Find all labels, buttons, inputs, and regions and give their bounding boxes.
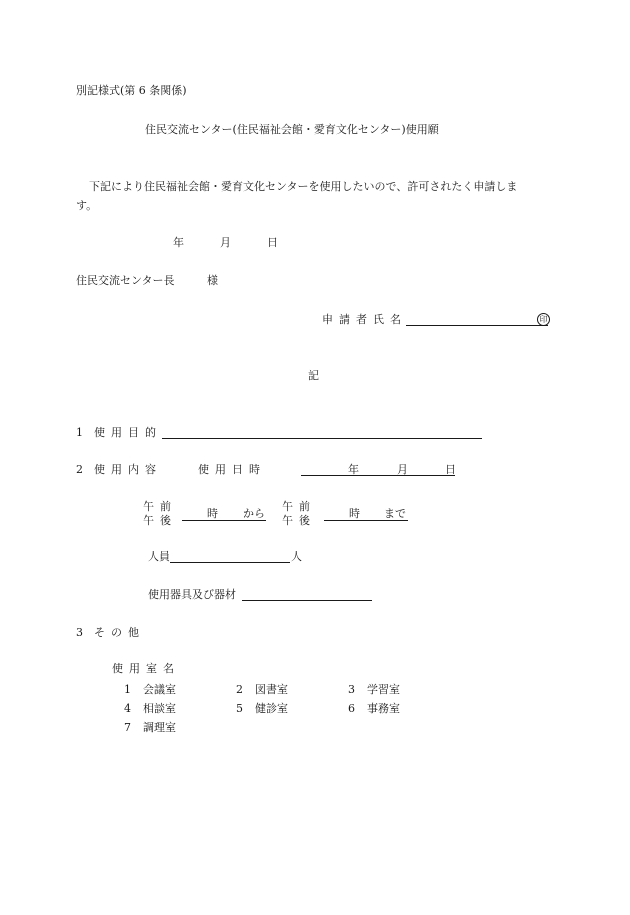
- end-hour: 時: [349, 507, 360, 520]
- applicant-label: 申請者氏名: [322, 313, 407, 326]
- people-field[interactable]: [170, 562, 290, 563]
- start-am: 午前: [143, 500, 177, 513]
- start-pm: 午後: [143, 514, 177, 527]
- room-number: 3: [348, 683, 355, 696]
- usage-day: 日: [445, 463, 456, 476]
- date-day: 日: [267, 236, 278, 249]
- room-number: 7: [124, 721, 131, 734]
- room-number: 2: [236, 683, 243, 696]
- addressee-honorific: 様: [207, 274, 218, 287]
- start-hour: 時: [207, 507, 218, 520]
- rooms-label: 使用室名: [112, 662, 180, 675]
- room-name: 相談室: [143, 702, 176, 715]
- end-am: 午前: [282, 500, 316, 513]
- seal-mark: 印: [537, 313, 550, 326]
- item2-number: 2: [76, 463, 83, 476]
- room-number: 1: [124, 683, 131, 696]
- form-label: 別記様式(第 6 条関係): [76, 84, 187, 97]
- usage-year: 年: [348, 463, 359, 476]
- end-until: まで: [384, 507, 406, 520]
- usage-datetime-label: 使用日時: [198, 463, 266, 476]
- item2-label: 使用内容: [94, 463, 162, 476]
- date-year: 年: [173, 236, 184, 249]
- people-label: 人員: [148, 550, 170, 563]
- room-number: 4: [124, 702, 131, 715]
- item3-number: 3: [76, 626, 83, 639]
- item1-number: 1: [76, 426, 83, 439]
- item1-label: 使用目的: [94, 426, 162, 439]
- room-name: 会議室: [143, 683, 176, 696]
- addressee-name: 住民交流センター長: [76, 274, 175, 287]
- request-text-line2: す。: [76, 199, 98, 212]
- item3-label: その他: [94, 626, 145, 639]
- room-name: 健診室: [255, 702, 288, 715]
- ki-heading: 記: [308, 369, 319, 382]
- room-name: 調理室: [143, 721, 176, 734]
- equipment-label: 使用器具及び器材: [148, 588, 236, 601]
- room-number: 6: [348, 702, 355, 715]
- equipment-field[interactable]: [242, 600, 372, 601]
- request-text-line1: 下記により住民福祉会館・愛育文化センターを使用したいので、許可されたく申請しま: [89, 180, 518, 193]
- document-title: 住民交流センター(住民福祉会館・愛育文化センター)使用願: [145, 123, 439, 136]
- start-from: から: [243, 507, 265, 520]
- room-number: 5: [236, 702, 243, 715]
- usage-month: 月: [397, 463, 408, 476]
- room-name: 事務室: [367, 702, 400, 715]
- purpose-field[interactable]: [162, 438, 482, 439]
- applicant-name-field[interactable]: [406, 325, 548, 326]
- people-unit: 人: [291, 550, 302, 563]
- room-name: 図書室: [255, 683, 288, 696]
- usage-date-field[interactable]: [301, 475, 455, 476]
- room-name: 学習室: [367, 683, 400, 696]
- date-month: 月: [220, 236, 231, 249]
- end-pm: 午後: [282, 514, 316, 527]
